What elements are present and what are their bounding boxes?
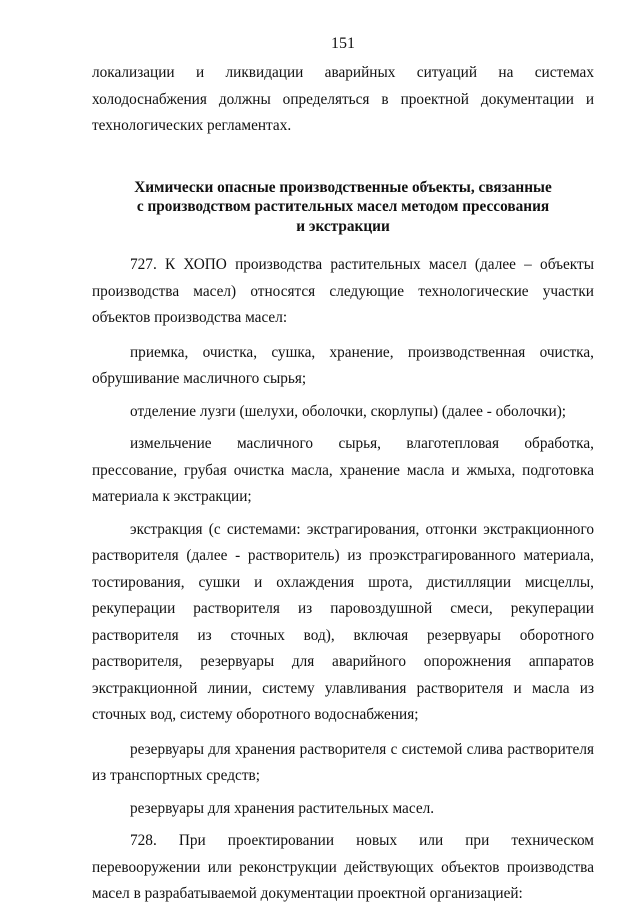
section-heading-line: и экстракции [296,217,390,235]
page-number: 151 [331,35,355,52]
list-item: отделение лузги (шелухи, оболочки, скорлупы) (далее - оболочки); [130,402,567,420]
section-heading [92,178,594,237]
section-heading-line: с производством растительных масел методом прессования [136,198,550,215]
paragraph-continuation: локализации и ликвидации аварийных ситуаций на системах холодоснабжения должны определяться в проектной документации и технологических регламентах. [92,64,594,134]
section-heading-line: Химически опасные производственные объекты, связанные [134,178,552,196]
list-item: экстракция (с системами: экстрагирования, отгонки экстракционного растворителя (далее - растворитель) из проэкстрагированного материала, тостирования, сушки и охлаждения шрота, дистилляции мисцеллы, рекуперации растворителя из паровоздушной смеси, рекуперации растворителя из сточных вод), включая резервуары оборотного растворителя, резервуары для аварийного опорожнения аппаратов экстракционной линии, систему улавливания растворителя и масла из сточных вод, систему оборотного водоснабжения; [92,520,594,723]
list-item: резервуары для хранения растительных масел. [130,799,435,817]
list-item: приемка, очистка, сушка, хранение, производственная очистка, обрушивание масличного сырья; [92,343,594,387]
list-item: измельчение масличного сырья, влаготепловая обработка, прессование, грубая очистка масла, хранение масла и жмыха, подготовка материала к экстракции; [92,435,594,505]
paragraph-727: 727. К ХОПО производства растительных масел (далее – объекты производства масел) относятся следующие технологические участки объектов производства масел: [92,256,594,326]
paragraph-728: 728. При проектировании новых или при техническом перевооружении или реконструкции действующих объектов производства масел в разрабатываемой документации проектной организацией: [92,832,594,902]
list-item: резервуары для хранения растворителя с системой слива растворителя из транспортных средств; [92,740,594,784]
